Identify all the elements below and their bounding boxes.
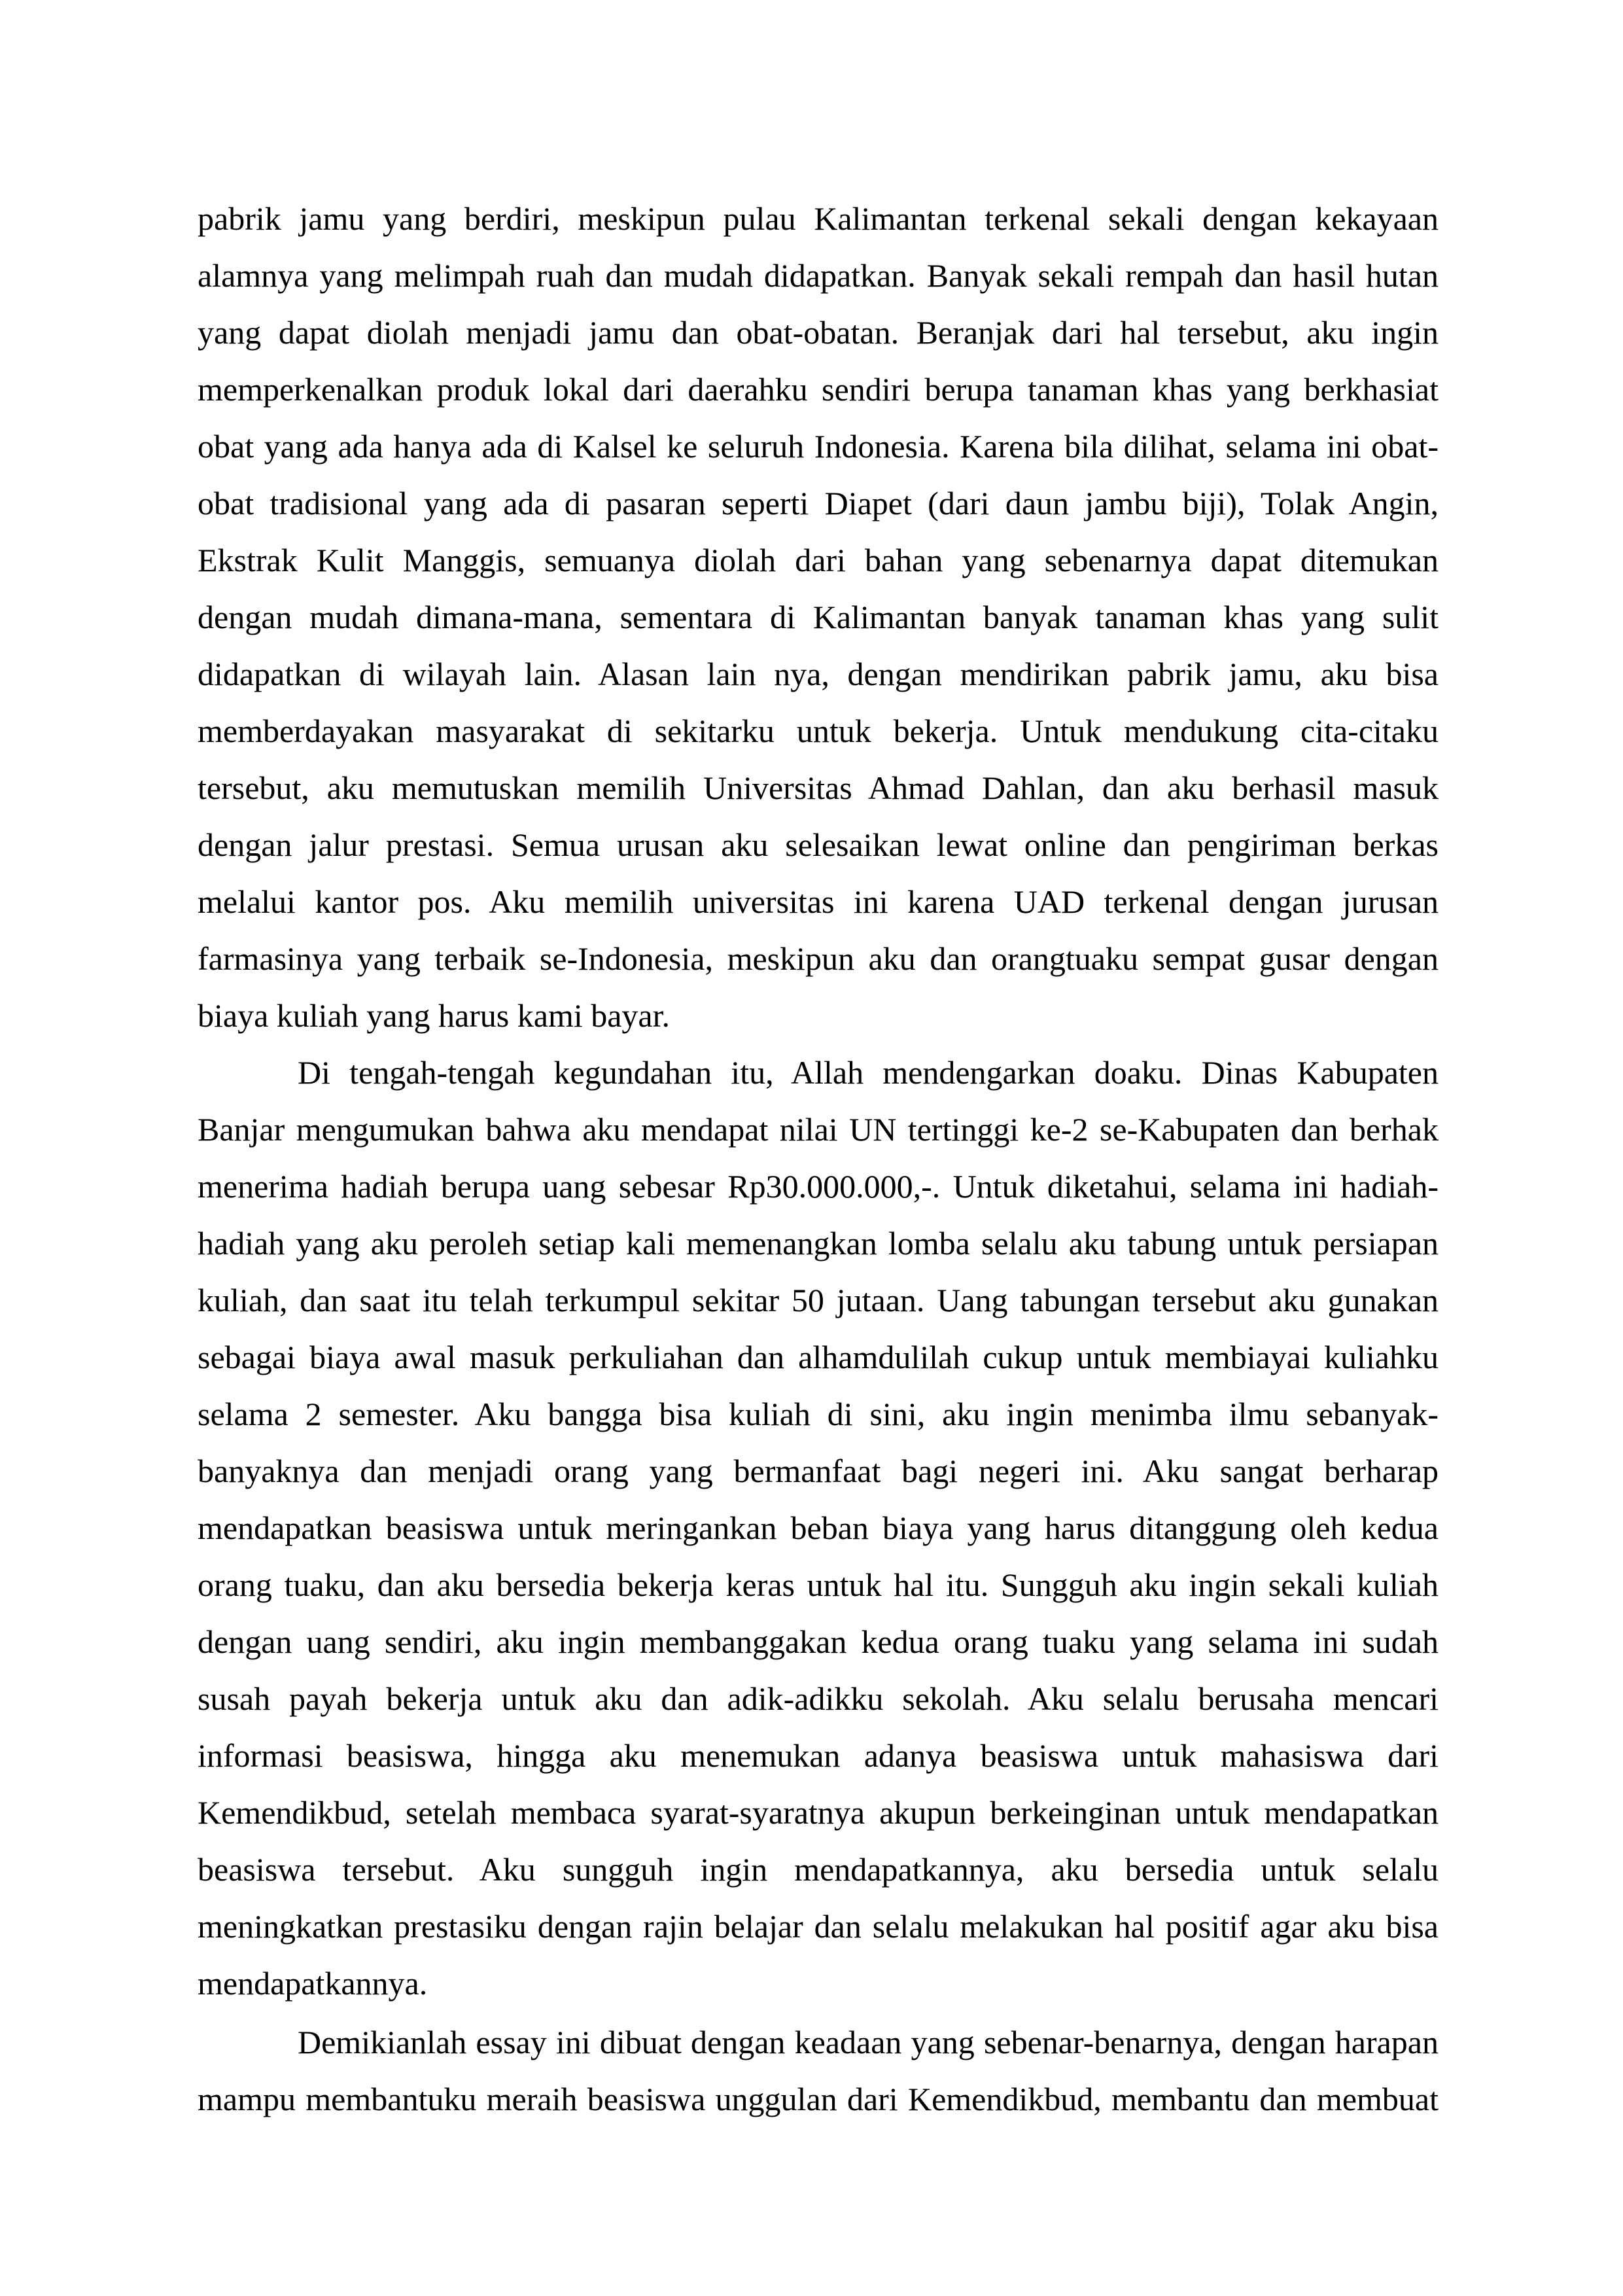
paragraph-3 xyxy=(198,2014,1439,2128)
text-line: Banjar mengumukan bahwa aku mendapat nilai UN tertinggi ke-2 se-Kabupaten dan berhak xyxy=(198,1111,1439,1148)
paragraph-2 xyxy=(198,1044,1439,2012)
text-line: melalui kantor pos. Aku memilih universitas ini karena UAD terkenal dengan jurusan xyxy=(198,883,1439,920)
text-line: Di tengah-tengah kegundahan itu, Allah mendengarkan doaku. Dinas Kabupaten xyxy=(298,1054,1439,1091)
text-line: informasi beasiswa, hingga aku menemukan adanya beasiswa untuk mahasiswa dari xyxy=(198,1737,1439,1774)
text-line: dengan uang sendiri, aku ingin membanggakan kedua orang tuaku yang selama ini sudah xyxy=(198,1623,1439,1660)
text-line: menerima hadiah berupa uang sebesar Rp30.000.000,-. Untuk diketahui, selama ini hadiah- xyxy=(198,1168,1439,1205)
text-line: hadiah yang aku peroleh setiap kali memenangkan lomba selalu aku tabung untuk persiapan xyxy=(198,1225,1439,1262)
text-line: kuliah, dan saat itu telah terkumpul sekitar 50 jutaan. Uang tabungan tersebut aku gunakan xyxy=(198,1282,1439,1318)
text-line: beasiswa tersebut. Aku sungguh ingin mendapatkannya, aku bersedia untuk selalu xyxy=(198,1851,1439,1888)
text-line: tersebut, aku memutuskan memilih Universitas Ahmad Dahlan, dan aku berhasil masuk xyxy=(198,769,1439,806)
text-line: obat yang ada hanya ada di Kalsel ke seluruh Indonesia. Karena bila dilihat, selama ini obat- xyxy=(198,428,1439,465)
document-page xyxy=(198,190,1439,2128)
text-line: orang tuaku, dan aku bersedia bekerja keras untuk hal itu. Sungguh aku ingin sekali kuliah xyxy=(198,1566,1439,1603)
text-line: Kemendikbud, setelah membaca syarat-syaratnya akupun berkeinginan untuk mendapatkan xyxy=(198,1794,1439,1831)
text-line: obat tradisional yang ada di pasaran seperti Diapet (dari daun jambu biji), Tolak Angin, xyxy=(198,485,1439,521)
text-line: biaya kuliah yang harus kami bayar. xyxy=(198,997,670,1034)
text-line: sebagai biaya awal masuk perkuliahan dan alhamdulilah cukup untuk membiayai kuliahku xyxy=(198,1339,1439,1375)
text-line: dengan mudah dimana-mana, sementara di Kalimantan banyak tanaman khas yang sulit xyxy=(198,599,1439,635)
text-line: didapatkan di wilayah lain. Alasan lain nya, dengan mendirikan pabrik jamu, aku bisa xyxy=(198,656,1439,692)
text-line: yang dapat diolah menjadi jamu dan obat-obatan. Beranjak dari hal tersebut, aku ingin xyxy=(198,314,1439,351)
text-line: Demikianlah essay ini dibuat dengan keadaan yang sebenar-benarnya, dengan harapan xyxy=(298,2024,1439,2060)
paragraph-1 xyxy=(198,190,1439,1044)
text-line: memperkenalkan produk lokal dari daerahku sendiri berupa tanaman khas yang berkhasiat xyxy=(198,371,1439,408)
text-line: susah payah bekerja untuk aku dan adik-adikku sekolah. Aku selalu berusaha mencari xyxy=(198,1680,1439,1717)
text-line: meningkatkan prestasiku dengan rajin belajar dan selalu melakukan hal positif agar aku bisa xyxy=(198,1908,1439,1945)
text-line: Ekstrak Kulit Manggis, semuanya diolah dari bahan yang sebenarnya dapat ditemukan xyxy=(198,542,1439,578)
text-line: selama 2 semester. Aku bangga bisa kuliah di sini, aku ingin menimba ilmu sebanyak- xyxy=(198,1396,1439,1432)
text-line: mampu membantuku meraih beasiswa unggulan dari Kemendikbud, membantu dan membuat xyxy=(198,2081,1439,2117)
text-line: mendapatkan beasiswa untuk meringankan beban biaya yang harus ditanggung oleh kedua xyxy=(198,1510,1439,1546)
text-line: memberdayakan masyarakat di sekitarku untuk bekerja. Untuk mendukung cita-citaku xyxy=(198,713,1439,749)
text-line: pabrik jamu yang berdiri, meskipun pulau Kalimantan terkenal sekali dengan kekayaan xyxy=(198,200,1439,237)
text-line: banyaknya dan menjadi orang yang bermanfaat bagi negeri ini. Aku sangat berharap xyxy=(198,1453,1439,1489)
text-line: farmasinya yang terbaik se-Indonesia, meskipun aku dan orangtuaku sempat gusar dengan xyxy=(198,940,1439,977)
text-line: mendapatkannya. xyxy=(198,1965,428,2002)
text-line: alamnya yang melimpah ruah dan mudah didapatkan. Banyak sekali rempah dan hasil hutan xyxy=(198,257,1439,294)
text-line: dengan jalur prestasi. Semua urusan aku selesaikan lewat online dan pengiriman berkas xyxy=(198,826,1439,863)
